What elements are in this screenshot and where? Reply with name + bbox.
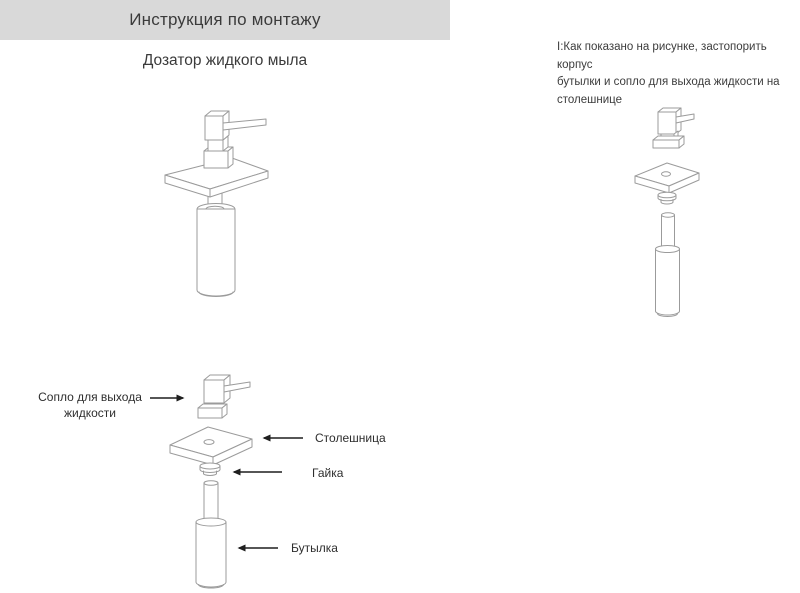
label-nozzle-line-2: жидкости (64, 405, 116, 420)
bottle (197, 204, 235, 297)
step-1-note-line-1: I:Как показано на рисунке, застопорить корпус (557, 41, 767, 71)
pump-head (653, 108, 694, 148)
product-subtitle: Дозатор жидкого мыла (142, 52, 308, 69)
header-bar (0, 0, 450, 40)
exploded-soap-dispenser-drawing (615, 105, 745, 320)
countertop-plate (635, 163, 699, 193)
page-title: Инструкция по монтажу (129, 10, 321, 29)
label-nozzle (38, 390, 142, 421)
step-1-note-line-2: бутылки и сопло для выхода жидкости на (557, 76, 780, 88)
labeled-exploded-figure (160, 370, 260, 592)
label-nut: Гайка (312, 466, 344, 480)
pump-head (198, 375, 250, 418)
label-countertop: Столешница (315, 431, 386, 445)
bottle (196, 481, 226, 588)
label-nozzle-line-1: Сопло для выхода (38, 390, 142, 404)
assembled-soap-dispenser-drawing (150, 105, 280, 305)
countertop-plate (170, 427, 252, 465)
step-1-note (557, 39, 795, 109)
step-1-note-line-3: столешнице (557, 93, 622, 106)
bottle (656, 213, 680, 317)
mounting-nut (200, 463, 220, 476)
assembled-dispenser-figure (150, 105, 280, 305)
exploded-dispenser-figure (615, 105, 745, 320)
labeled-exploded-soap-dispenser-drawing (160, 370, 260, 592)
mounting-nut (658, 192, 676, 204)
label-bottle: Бутылка (291, 541, 338, 555)
